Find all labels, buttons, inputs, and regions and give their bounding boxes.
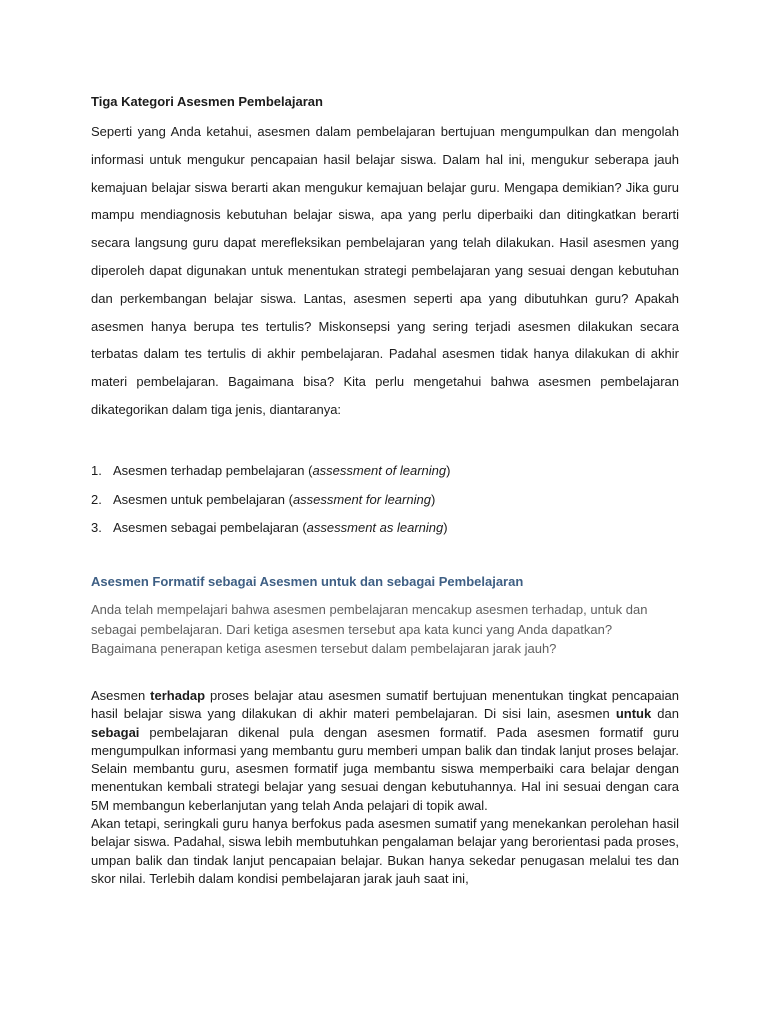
formative-paragraph — [91, 687, 679, 815]
list-number: 3. — [91, 520, 102, 535]
bold-term: untuk — [615, 706, 652, 722]
list-text: Asesmen terhadap pembelajaran ( — [113, 463, 313, 478]
section-heading: Asesmen Formatif sebagai Asesmen untuk dan sebagai Pembelajaran — [91, 574, 524, 589]
section-intro: Anda telah mempelajari bahwa asesmen pembelajaran mencakup asesmen terhadap, untuk dan sebagai pembelajaran. Dari ketiga asesmen tersebut apa kata kunci yang Anda dapatkan? Bagaimana penerapan ketiga asesmen tersebut dalam pembelajaran jarak jauh? — [91, 602, 648, 656]
list-italic-term: assessment as learning — [306, 520, 444, 535]
list-italic-term: assessment for learning — [292, 491, 431, 507]
list-number: 1. — [91, 463, 102, 478]
bold-term: sebagai — [91, 724, 140, 740]
list-close: ) — [430, 491, 436, 507]
list-close: ) — [443, 520, 448, 535]
section-title: Tiga Kategori Asesmen Pembelajaran — [91, 94, 323, 109]
text-run: Asesmen — [91, 688, 151, 703]
closing-paragraph: Akan tetapi, seringkali guru hanya berfokus pada asesmen sumatif yang menekankan perolehan hasil belajar siswa. Padahal, siswa lebih membutuhkan pengalaman belajar yang berorientasi pada proses, umpan balik dan tindak lanjut pencapaian belajar. Bukan hanya sekedar penugasan melalui tes dan skor nilai. Terlebih dalam kondisi pembelajaran jarak jauh saat ini, — [91, 816, 679, 886]
text-run: proses belajar atau asesmen sumatif bertujuan menentukan tingkat pencapaian hasil belajar siswa yang dilakukan di akhir materi pembelajaran. Di sisi lain, asesmen — [91, 688, 679, 722]
list-close: ) — [446, 463, 451, 478]
intro-paragraph: Seperti yang Anda ketahui, asesmen dalam pembelajaran bertujuan mengumpulkan dan mengolah informasi untuk mengukur pencapaian hasil belajar siswa. Dalam hal ini, mengukur seberapa jauh kemajuan belajar siswa berarti akan mengukur kemajuan belajar guru. Mengapa demikian? Jika guru mampu mendiagnosis kebutuhan belajar siswa, apa yang perlu diperbaiki dan ditingkatkan berarti secara langsung guru dapat merefleksikan pembelajaran yang telah dilakukan. Hasil asesmen yang diperoleh dapat digunakan untuk menentukan strategi pembelajaran yang sesuai dengan kebutuhan dan perkembangan belajar siswa. Lantas, asesmen seperti apa yang dibutuhkan guru? Apakah asesmen hanya berupa tes tertulis? Miskonsepsi yang sering terjadi asesmen dilakukan secara terbatas dalam tes tertulis di akhir pembelajaran. Padahal asesmen tidak hanya dilakukan di akhir materi pembelajaran. Bagaimana bisa? Kita perlu mengetahui bahwa asesmen pembelajaran dikategorikan dalam tiga jenis, diantaranya: — [91, 124, 679, 417]
text-run: pembelajaran dikenal pula dengan asesmen formatif. Pada asesmen formatif guru mengumpulkan informasi yang membantu guru memberi umpan balik dan tindak lanjut proses belajar. Selain membantu guru, asesmen formatif juga membantu siswa memperbaiki cara belajar dengan menentukan kembali strategi belajar yang sesuai dengan kebutuhannya. Hal ini sesuai dengan cara 5M membangun keberlanjutan yang telah Anda pelajari di topik awal. — [91, 724, 679, 813]
bold-term: terhadap — [150, 688, 206, 703]
list-item — [91, 457, 450, 486]
category-list — [91, 457, 450, 543]
list-text: Asesmen sebagai pembelajaran ( — [113, 520, 307, 535]
list-item — [91, 486, 450, 515]
list-text: Asesmen untuk pembelajaran ( — [113, 491, 293, 507]
list-item — [91, 514, 450, 543]
list-italic-term: assessment of learning — [312, 463, 447, 478]
text-run: dan — [651, 706, 679, 722]
list-number: 2. — [91, 491, 102, 507]
